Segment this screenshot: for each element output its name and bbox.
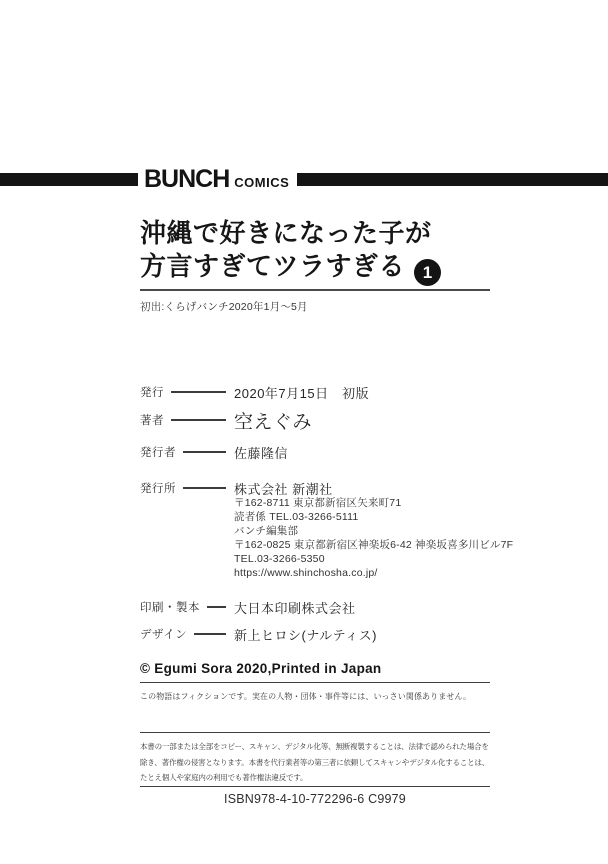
leader-line	[171, 419, 226, 421]
credit-row-printing	[140, 597, 490, 617]
credit-label: 著者	[140, 415, 164, 427]
divider	[140, 732, 490, 733]
first-publication-note: 初出:くらげバンチ2020年1月〜5月	[140, 301, 308, 313]
logo-bar-left	[0, 173, 138, 186]
divider	[140, 786, 490, 787]
credit-row-design	[140, 624, 490, 644]
address-line: TEL.03-3266-5350	[234, 553, 325, 565]
leader-line	[183, 487, 226, 489]
leader-line	[183, 451, 226, 453]
notice-line: 除き、著作権の侵害となります。本書を代行業者等の第三者に依頼してスキャンやデジタル化することは、	[140, 757, 490, 767]
credit-value: 大日本印刷株式会社	[234, 600, 356, 616]
book-title	[140, 217, 441, 286]
credit-row-author	[140, 408, 490, 432]
credit-label: 発行所	[140, 483, 176, 495]
volume-number-badge: 1	[414, 259, 441, 286]
credit-row-publisher-person	[140, 442, 490, 462]
title-divider	[140, 289, 490, 291]
address-line: バンチ編集部	[234, 525, 299, 537]
fiction-disclaimer: この物語はフィクションです。実在の人物・団体・事件等には、いっさい関係ありません。	[140, 692, 472, 701]
logo-suffix-text: COMICS	[234, 174, 290, 190]
reproduction-prohibition-notice	[140, 739, 489, 786]
credit-value: 2020年7月15日 初版	[234, 385, 370, 401]
address-line: 読者係 TEL.03-3266-5111	[234, 511, 359, 523]
notice-line: たとえ個人や家庭内の利用でも著作権法違反です。	[140, 773, 308, 782]
credit-row-published	[140, 382, 490, 402]
divider	[140, 682, 490, 683]
publisher-url: https://www.shinchosha.co.jp/	[234, 567, 378, 579]
leader-line	[171, 391, 226, 393]
address-line: 〒162-8711 東京都新宿区矢来町71	[234, 497, 402, 509]
credit-value: 空えぐみ	[234, 411, 313, 433]
notice-line: 本書の一部または全部をコピー、スキャン、デジタル化等、無断複製することは、法律で認められた場合を	[140, 742, 489, 751]
bunch-comics-logo	[0, 166, 608, 192]
credit-label: デザイン	[140, 629, 188, 641]
publisher-address-block	[234, 496, 513, 580]
credit-value: 佐藤隆信	[234, 445, 289, 461]
copyright-line: © Egumi Sora 2020,Printed in Japan	[140, 661, 382, 676]
book-title-line2: 方言すぎてツラすぎる	[140, 251, 406, 281]
logo-bar-right	[297, 173, 608, 186]
credit-label: 印刷・製本	[140, 602, 200, 614]
leader-line	[207, 606, 226, 608]
credit-label: 発行	[140, 387, 164, 399]
address-line: 〒162-0825 東京都新宿区神楽坂6-42 神楽坂喜多川ビル7F	[234, 539, 514, 551]
leader-line	[194, 633, 226, 635]
credit-value: 株式会社 新潮社	[234, 481, 333, 497]
isbn-code: ISBN978-4-10-772296-6 C9979	[224, 792, 406, 806]
credit-row-publishing-house	[140, 478, 490, 498]
logo-brand-text: BUNCH	[144, 164, 230, 193]
book-title-line1: 沖縄で好きになった子が	[140, 218, 432, 248]
credit-label: 発行者	[140, 447, 176, 459]
credit-value: 新上ヒロシ(ナルティス)	[234, 627, 377, 643]
